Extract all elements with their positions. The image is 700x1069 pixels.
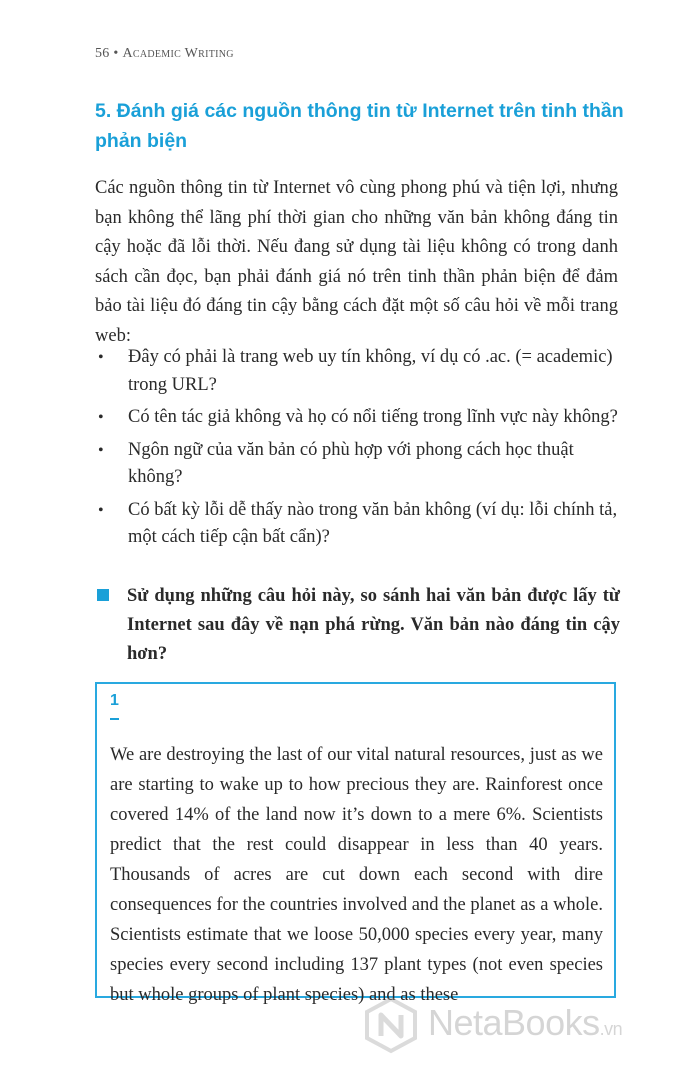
passage-box (95, 682, 616, 1005)
passage-number-underline (110, 718, 119, 720)
list-item-text: Đây có phải là trang web uy tín không, ví dụ có .ac. (= academic) trong URL? (128, 347, 613, 395)
list-item (95, 344, 618, 399)
list-item-text: Có tên tác giả không và họ có nổi tiếng trong lĩnh vực này không? (128, 407, 618, 427)
book-title: Academic Writing (122, 46, 234, 61)
running-head (95, 46, 234, 62)
passage-number: 1 (110, 692, 119, 709)
page-number: 56 (95, 46, 110, 61)
list-item-text: Có bất kỳ lỗi dễ thấy nào trong văn bản không (ví dụ: lỗi chính tả, một cách tiếp cận bất cẩn)? (128, 499, 618, 547)
passage-text: We are destroying the last of our vital natural resources, just as we are starting to wake up to how precious they are. Rainforest once covered 14% of the land now it’s down to a mere 6%. Scientists predict that the rest could disappear in less than 40 years. Thousands of acres are cut down each second with dire consequences for the countries involved and the planet as a whole. Scientists estimate that we loose 50,000 species every year, many species every second including 137 plant types (not even species but whole groups of plant species) and as these (110, 745, 603, 1005)
list-item (95, 437, 618, 492)
section-title: 5. Đánh giá các nguồn thông tin từ Internet trên tinh thần phản biện (95, 100, 624, 152)
watermark (362, 992, 682, 1056)
watermark-text (428, 1002, 622, 1044)
watermark-brand: NetaBooks (428, 1002, 600, 1043)
bullet-icon: • (98, 349, 104, 366)
question-list (95, 344, 618, 557)
bullet-icon: • (98, 501, 104, 519)
intro-paragraph: Các nguồn thông tin từ Internet vô cùng phong phú và tiện lợi, nhưng bạn không thể lãng phí thời gian cho những văn bản không đáng tin cậy hoặc đã lỗi thời. Nếu đang sử dụng tài liệu không có trong danh sách cần đọc, bạn phải đánh giá nó trên tinh thần phản biện để đảm bảo tài liệu đó đáng tin cậy bằng cách đặt một số câu hỏi về mỗi trang web: (95, 178, 618, 346)
watermark-tld: .vn (599, 1019, 623, 1039)
task-text: Sử dụng những câu hỏi này, so sánh hai văn bản được lấy từ Internet sau đây về nạn phá rừng. Văn bản nào đáng tin cậy hơn? (127, 586, 620, 664)
list-item (95, 497, 618, 552)
list-item-text: Ngôn ngữ của văn bản có phù hợp với phong cách học thuật không? (128, 439, 574, 487)
list-item (95, 404, 618, 432)
bullet-icon: • (98, 441, 104, 459)
bullet-icon: • (98, 409, 104, 426)
task-square-icon (97, 589, 109, 601)
netabooks-logo-icon (362, 996, 420, 1054)
task-instruction (95, 582, 620, 669)
header-separator: • (113, 46, 119, 61)
